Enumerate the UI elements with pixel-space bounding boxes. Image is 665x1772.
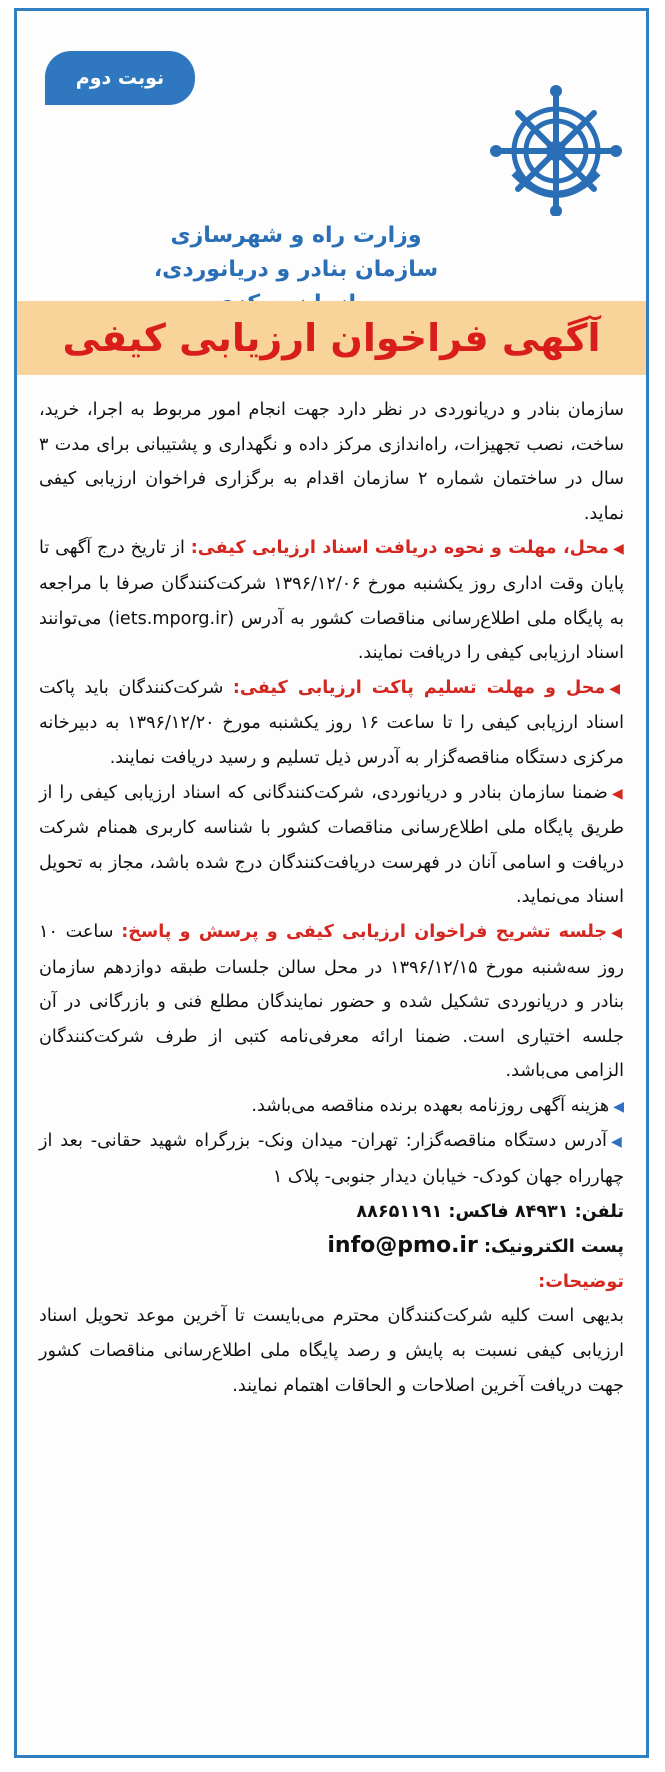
address-text: آدرس دستگاه مناقصه‌گزار: تهران- میدان ونک- بزرگراه شهید حقانی- بعد از چهارراه جهان کودک- خیابان دیدار جنوبی- پلاک ۱	[39, 1131, 624, 1188]
cost-note	[39, 1089, 624, 1125]
section-body: ساعت ۱۰ روز سه‌شنبه مورخ ۱۳۹۶/۱۲/۱۵ در محل سالن جلسات طبقه دوازدهم سازمان بنادر و دریانوردی تشکیل شده و حضور نمایندگان مطلع فنی و بازرگانی در آن جلسه اختیاری است. ضمنا ارائه معرفی‌نامه کتبی از طرف شرکت‌کنندگان الزامی می‌باشد.	[39, 921, 624, 1082]
section-submission	[39, 671, 624, 776]
round-badge-label: نوبت دوم	[75, 67, 165, 89]
section-documents	[39, 531, 624, 670]
organization-name: سازمان بنادر و دریانوردی،	[153, 257, 439, 282]
tel-value: ۸۴۹۳۱	[514, 1201, 569, 1222]
address-paragraph	[39, 1124, 624, 1194]
section-body: شرکت‌کنندگان باید پاکت اسناد ارزیابی کیفی را تا ساعت ۱۶ روز یکشنبه مورخ ۱۳۹۶/۱۲/۲۰ به دبیرخانه مرکزی دستگاه مناقصه‌گزار به آدرس ذیل تسلیم و رسید دریافت نمایند.	[39, 677, 625, 768]
email-label: پست الکترونیک:	[483, 1237, 624, 1258]
triangle-bullet-icon: ◀	[611, 785, 624, 802]
section-body: از تاریخ درج آگهی تا پایان وقت اداری روز یکشنبه مورخ ۱۳۹۶/۱۲/۰۶ شرکت‌کنندگان صرفا با مراجعه به پایگاه ملی اطلاع‌رسانی مناقصات کشور به آدرس (iets.mporg.ir) می‌توانند اسناد ارزیابی کیفی را دریافت نمایند.	[39, 538, 624, 664]
explanations-body: بدیهی است کلیه شرکت‌کنندگان محترم می‌بایست تا آخرین موعد تحویل اسناد ارزیابی کیفی نسبت به پایش و رصد پایگاه ملی اطلاع‌رسانی مناقصات کشور جهت دریافت آخرین اصلاحات و الحاقات اهتمام نمایند.	[39, 1306, 624, 1396]
notice-title: آگهی فراخوان ارزیابی کیفی	[62, 316, 601, 360]
triangle-bullet-icon: ◀	[610, 1134, 624, 1151]
section-heading: محل و مهلت تسلیم پاکت ارزیابی کیفی:	[232, 677, 606, 698]
triangle-bullet-icon: ◀	[611, 924, 624, 941]
section-heading: جلسه تشریح فراخوان ارزیابی کیفی و پرسش و پاسخ:	[121, 921, 608, 942]
triangle-bullet-icon: ◀	[609, 680, 624, 697]
note-text: ضمنا سازمان بنادر و دریانوردی، شرکت‌کنندگانی که اسناد ارزیابی کیفی را از طریق پایگاه ملی اطلاع‌رسانی مناقصات کشور با شناسه کاربری همنام شرکت دریافت و اسامی آنان در فهرست دریافت‌کنندگان درج شده باشد، مجاز به تحویل اسناد می‌نماید.	[39, 782, 624, 908]
ports-organization-logo-icon	[484, 81, 624, 216]
round-badge	[45, 51, 195, 105]
phone-line	[39, 1195, 624, 1230]
triangle-bullet-icon: ◀	[612, 541, 624, 558]
section-session	[39, 915, 624, 1089]
ministry-name: وزارت راه و شهرسازی	[170, 223, 422, 248]
note-paragraph	[39, 776, 624, 915]
title-band	[17, 301, 646, 375]
fax-label: فاکس:	[448, 1201, 509, 1222]
cost-note-text: هزینه آگهی روزنامه بعهده برنده مناقصه می‌باشد.	[251, 1095, 610, 1116]
intro-paragraph: سازمان بنادر و دریانوردی در نظر دارد جهت انجام امور مربوط به اجرا، خرید، ساخت، نصب تجهیزات، راه‌اندازی مرکز داده و نگهداری و پشتیبانی برای مدت ۳ سال در ساختمان شماره ۲ سازمان اقدام به برگزاری فراخوان ارزیابی کیفی نماید.	[39, 400, 624, 524]
explanations-heading: توضیحات:	[538, 1271, 624, 1292]
email-line	[39, 1229, 624, 1265]
tel-label: تلفن:	[574, 1201, 624, 1222]
notice-frame	[14, 8, 649, 1758]
triangle-bullet-icon: ◀	[613, 1098, 624, 1115]
section-heading: محل، مهلت و نحوه دریافت اسناد ارزیابی کیفی:	[190, 538, 609, 559]
email-address[interactable]: info@pmo.ir	[327, 1233, 478, 1259]
fax-value: ۸۸۶۵۱۱۹۱	[356, 1201, 443, 1222]
notice-body	[39, 393, 624, 1403]
